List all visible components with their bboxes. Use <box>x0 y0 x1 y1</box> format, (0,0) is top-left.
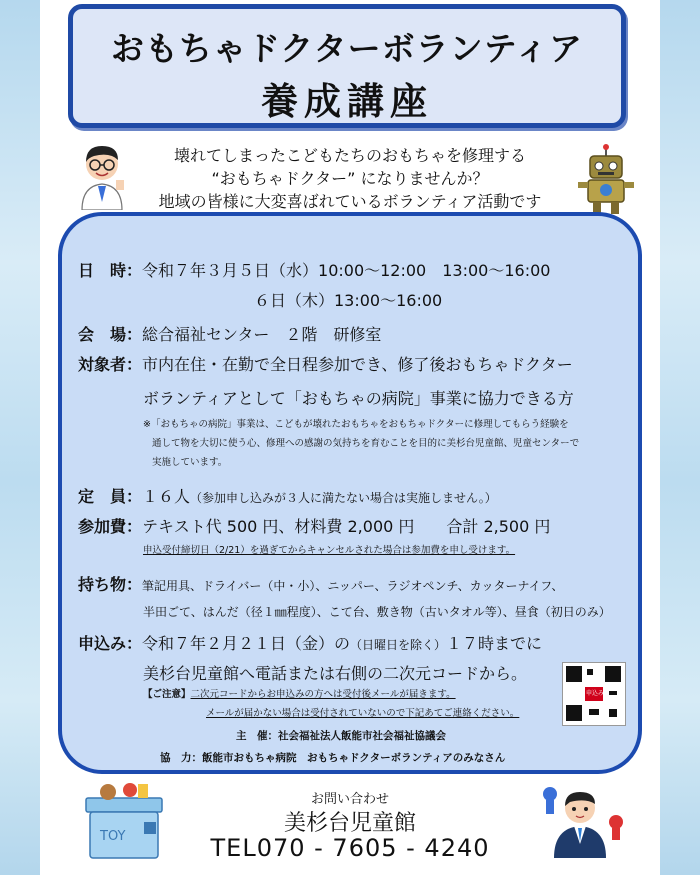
toy-box-label: TOY <box>100 829 126 844</box>
apply-row <box>78 631 542 654</box>
fee-value: テキスト代 500 円、材料費 2,000 円 合計 2,500 円 <box>142 517 551 536</box>
apply-except-sunday: （日曜日を除く） <box>350 638 447 652</box>
venue-value: 総合福祉センター ２階 研修室 <box>142 325 382 344</box>
target-value-1: 市内在住・在勤で全日程参加でき、修了後おもちゃドクター <box>142 355 573 374</box>
datetime-value-2: ６日（木）13:00〜16:00 <box>254 291 443 310</box>
page-subtitle: 養成講座 <box>261 80 433 123</box>
robot-icon <box>578 144 634 216</box>
apply-deadline: 令和７年２月２１日（金）の <box>142 634 351 653</box>
sponsor: 主 催：社会福祉法人飯能市社会福祉協議会 <box>236 730 446 742</box>
fee-note: 申込受付締切日（2/21）を過ぎてからキャンセルされた場合は参加費を申し受けます。 <box>143 545 516 556</box>
apply-label: 申込み： <box>78 634 143 653</box>
capacity-row <box>78 484 497 507</box>
intro-line-3: 地域の皆様に大変喜ばれているボランティア活動です <box>158 192 542 211</box>
toy-box-icon <box>78 778 170 860</box>
capacity-note: （参加申し込みが３人に満たない場合は実施しません。） <box>190 491 497 505</box>
qr-code[interactable] <box>562 662 626 726</box>
qr-badge: 申込み <box>585 687 603 701</box>
intro-line-1: 壊れてしまったこどもたちのおもちゃを修理する <box>173 146 526 165</box>
cooperation: 協 力：飯能市おもちゃ病院 おもちゃドクターボランティアのみなさん <box>160 752 506 764</box>
caution-row <box>143 686 456 703</box>
bring-value-1: 筆記用具、ドライバー（中・小）、ニッパー、ラジオペンチ、カッターナイフ、 <box>142 579 564 593</box>
capacity-label: 定 員： <box>78 487 143 506</box>
caution-label: 【ご注意】 <box>143 689 191 700</box>
inquiry-label: お問い合わせ <box>310 792 389 807</box>
apply-method: 美杉台児童館へ電話または右側の二次元コードから。 <box>143 664 528 683</box>
venue-row <box>78 322 381 345</box>
note-line-1: ※「おもちゃの病院」事業は、こどもが壊れたおもちゃをおもちゃドクターに修理してもらう経験を <box>143 419 569 430</box>
target-row <box>78 352 573 375</box>
caution-line-2: メールが届かない場合は受付されていないので下記あてご連絡ください。 <box>206 708 520 719</box>
inquiry-tel: TEL070 - 7605 - 4240 <box>210 834 490 862</box>
doctor-icon <box>74 140 130 210</box>
caution-line-1: 二次元コードからお申込みの方へは受付後メールが届きます。 <box>190 689 456 700</box>
bring-row <box>78 572 563 595</box>
bring-label: 持ち物： <box>78 575 143 594</box>
bring-value-2: 半田ごて、はんだ（径１㎜程度）、こて台、敷き物（古いタオル等）、昼食（初日のみ） <box>143 605 611 619</box>
doctor-with-toy-icon <box>540 778 626 858</box>
target-label: 対象者： <box>78 355 143 374</box>
venue-label: 会 場： <box>78 325 143 344</box>
datetime-row <box>78 258 550 281</box>
fee-label: 参加費： <box>78 517 143 536</box>
target-value-2: ボランティアとして「おもちゃの病院」事業に協力できる方 <box>143 389 574 408</box>
intro-line-2: “おもちゃドクター” になりませんか？ <box>211 169 489 188</box>
inquiry-org: 美杉台児童館 <box>283 811 416 836</box>
page-title: おもちゃドクターボランティア <box>110 29 584 68</box>
note-line-3: 実施しています。 <box>152 457 228 468</box>
apply-time: １７時までに <box>446 634 543 653</box>
capacity-value: １６人 <box>142 487 191 506</box>
datetime-label: 日 時： <box>78 261 143 280</box>
fee-row <box>78 514 550 537</box>
title-banner <box>68 4 626 128</box>
note-line-2: 通して物を大切に使う心、修理への感謝の気持ちを育むことを目的に美杉台児童館、児童センターで <box>152 438 580 449</box>
datetime-value-1: 令和７年３月５日（水）10:00〜12:00 13:00〜16:00 <box>142 261 551 280</box>
